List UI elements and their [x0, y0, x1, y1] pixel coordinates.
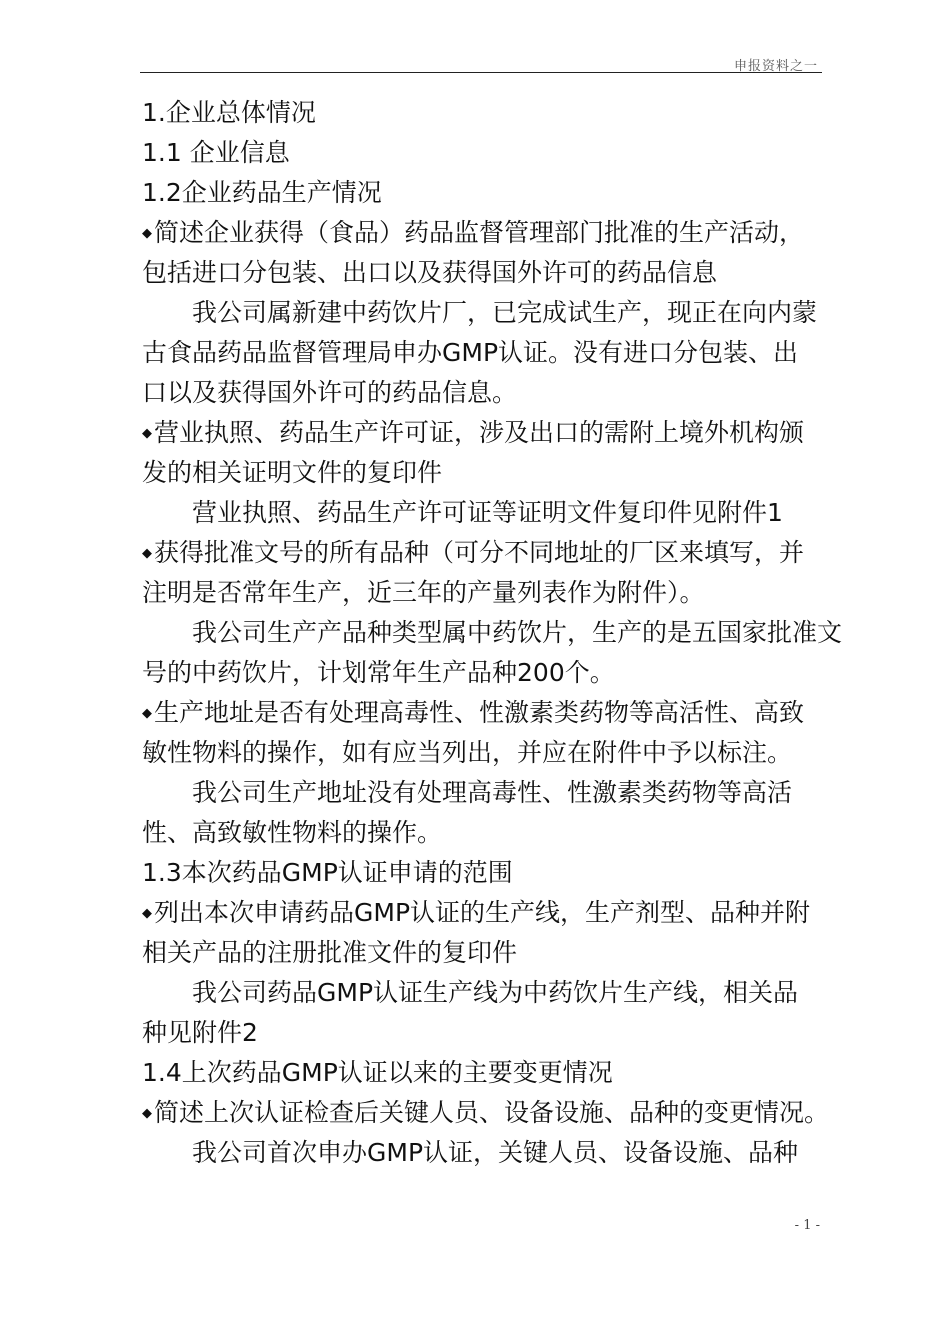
text-line — [142, 853, 822, 893]
diamond-bullet-icon: ◆ — [142, 546, 152, 561]
line-text: 简述上次认证检查后关键人员、设备设施、品种的变更情况。 — [154, 1098, 830, 1127]
line-text: 1.企业总体情况 — [142, 98, 316, 127]
diamond-bullet-icon: ◆ — [142, 906, 152, 921]
text-line — [142, 733, 822, 773]
diamond-bullet-icon: ◆ — [142, 426, 152, 441]
line-text: 我公司生产产品种类型属中药饮片，生产的是五国家批准文 — [192, 618, 843, 647]
header-rule — [140, 72, 822, 73]
text-line — [142, 173, 822, 213]
bullet-line — [142, 693, 822, 733]
line-text: 我公司生产地址没有处理高毒性、性激素类药物等高活 — [192, 778, 793, 807]
line-text: 营业执照、药品生产许可证，涉及出口的需附上境外机构颁 — [154, 418, 805, 447]
text-line — [142, 373, 822, 413]
line-text: 我公司属新建中药饮片厂，已完成试生产，现正在向内蒙 — [192, 298, 818, 327]
diamond-bullet-icon: ◆ — [142, 226, 152, 241]
text-line — [142, 933, 822, 973]
indented-line — [142, 293, 822, 333]
indented-line — [142, 613, 843, 653]
page-number: - 1 - — [794, 1218, 820, 1233]
line-text: 1.1 企业信息 — [142, 138, 290, 167]
line-text: 注明是否常年生产，近三年的产量列表作为附件）。 — [142, 578, 705, 607]
line-text: 获得批准文号的所有品种（可分不同地址的厂区来填写，并 — [154, 538, 805, 567]
text-line — [142, 133, 822, 173]
bullet-line — [142, 213, 822, 253]
line-text: 营业执照、药品生产许可证等证明文件复印件见附件1 — [192, 498, 783, 527]
line-text: 发的相关证明文件的复印件 — [142, 458, 443, 487]
line-text: 号的中药饮片，计划常年生产品种200个。 — [142, 658, 615, 687]
text-line — [142, 653, 822, 693]
line-text: 种见附件2 — [142, 1018, 258, 1047]
bullet-line — [142, 533, 822, 573]
line-text: 我公司首次申办GMP认证，关键人员、设备设施、品种 — [192, 1138, 799, 1167]
indented-line — [142, 773, 822, 813]
line-text: 我公司药品GMP认证生产线为中药饮片生产线，相关品 — [192, 978, 799, 1007]
indented-line — [142, 973, 822, 1013]
text-line — [142, 813, 822, 853]
line-text: 古食品药品监督管理局申办GMP认证。没有进口分包装、出 — [142, 338, 799, 367]
text-line — [142, 453, 822, 493]
document-body — [142, 93, 843, 1173]
line-text: 1.2企业药品生产情况 — [142, 178, 382, 207]
diamond-bullet-icon: ◆ — [142, 1106, 152, 1121]
bullet-line — [142, 1093, 830, 1133]
line-text: 1.4上次药品GMP认证以来的主要变更情况 — [142, 1058, 613, 1087]
diamond-bullet-icon: ◆ — [142, 706, 152, 721]
line-text: 简述企业获得（食品）药品监督管理部门批准的生产活动， — [154, 218, 805, 247]
text-line — [142, 1053, 822, 1093]
line-text: 相关产品的注册批准文件的复印件 — [142, 938, 518, 967]
text-line — [142, 93, 822, 133]
line-text: 性、高致敏性物料的操作。 — [142, 818, 443, 847]
line-text: 敏性物料的操作，如有应当列出，并应在附件中予以标注。 — [142, 738, 793, 767]
line-text: 口以及获得国外许可的药品信息。 — [142, 378, 518, 407]
bullet-line — [142, 413, 822, 453]
indented-line — [142, 1133, 822, 1173]
text-line — [142, 1013, 822, 1053]
line-text: 列出本次申请药品GMP认证的生产线，生产剂型、品种并附 — [154, 898, 811, 927]
page-header-text: 申报资料之一 — [733, 59, 818, 74]
text-line — [142, 333, 822, 373]
bullet-line — [142, 893, 822, 933]
text-line — [142, 253, 822, 293]
text-line — [142, 573, 822, 613]
line-text: 包括进口分包装、出口以及获得国外许可的药品信息 — [142, 258, 718, 287]
line-text: 1.3本次药品GMP认证申请的范围 — [142, 858, 513, 887]
indented-line — [142, 493, 822, 533]
line-text: 生产地址是否有处理高毒性、性激素类药物等高活性、高致 — [154, 698, 805, 727]
